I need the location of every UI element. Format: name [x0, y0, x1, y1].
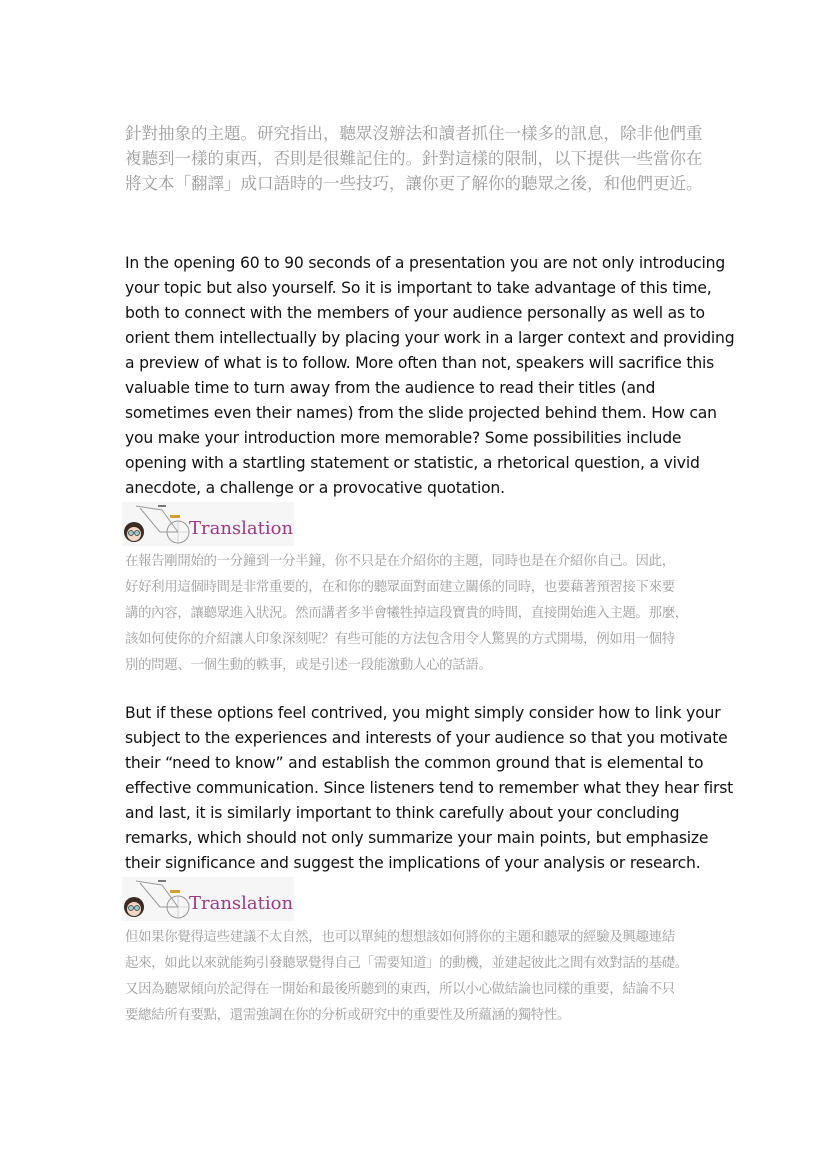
text-line: 複聽到一樣的東西，否則是很難記住的。針對這樣的限制，以下提供一些當你在 [125, 149, 703, 168]
english-paragraph-2 [125, 701, 734, 876]
text-line: 將文本「翻譯」成口語時的一些技巧，讓你更了解你的聽眾之後，和他們更近。 [125, 174, 703, 193]
text-line: sometimes even their names) from the slide projected behind them. How can [125, 404, 717, 422]
text-line: their “need to know” and establish the common ground that is elemental to [125, 754, 704, 772]
chinese-translation-1 [125, 549, 715, 679]
text-line: effective communication. Since listeners tend to remember what they hear first [125, 779, 734, 797]
english-paragraph-1 [125, 251, 735, 501]
text-line: orient them intellectually by placing your work in a larger context and providing [125, 329, 735, 347]
text-line: 針對抽象的主題。研究指出，聽眾沒辦法和讀者抓住一樣多的訊息，除非他們重 [125, 124, 703, 143]
text-line: your topic but also yourself. So it is important to take advantage of this time, [125, 279, 712, 297]
text-line: But if these options feel contrived, you might simply consider how to link your [125, 704, 721, 722]
text-line: remarks, which should not only summarize your main points, but emphasize [125, 829, 709, 847]
text-line: In the opening 60 to 90 seconds of a presentation you are not only introducing [125, 254, 726, 272]
chinese-translation-2 [125, 925, 715, 1029]
text-line: and last, it is similarly important to think carefully about your concluding [125, 804, 680, 822]
text-line: valuable time to turn away from the audience to read their titles (and [125, 379, 656, 397]
text-line: 別的問題、一個生動的軼事，或是引述一段能激動人心的話語。 [125, 658, 492, 673]
text-line: anecdote, a challenge or a provocative quotation. [125, 479, 505, 497]
text-line: their significance and suggest the implications of your analysis or research. [125, 854, 701, 872]
text-line: 在報告剛開始的一分鐘到一分半鐘，你不只是在介紹你的主題，同時也是在介紹你自己。因此， [125, 554, 675, 569]
text-line: 但如果你覺得這些建議不太自然，也可以單純的想想該如何將你的主題和聽眾的經驗及興趣連結 [125, 930, 675, 945]
text-line: a preview of what is to follow. More often than not, speakers will sacrifice this [125, 354, 715, 372]
text-line: opening with a startling statement or statistic, a rhetorical question, a vivid [125, 454, 700, 472]
text-line: 又因為聽眾傾向於記得在一開始和最後所聽到的東西，所以小心做結論也同樣的重要，結論不只 [125, 982, 675, 997]
translation-label: Translation [189, 893, 294, 914]
text-line: 該如何使你的介紹讓人印象深刻呢？有些可能的方法包含用令人驚異的方式開場，例如用一個特 [125, 632, 675, 647]
text-line: 講的內容，讓聽眾進入狀況。然而講者多半會犧牲掉這段寶貴的時間，直接開始進入主題。那麼， [125, 606, 688, 621]
translation-label: Translation [189, 518, 294, 539]
text-line: 好好利用這個時間是非常重要的，在和你的聽眾面對面建立關係的同時，也要藉著預習接下來要 [125, 580, 675, 595]
text-line: 要總結所有要點，還需強調在你的分析或研究中的重要性及所蘊涵的獨特性。 [125, 1008, 571, 1023]
intro-chinese-paragraph [125, 121, 715, 196]
text-line: 起來，如此以來就能夠引發聽眾覺得自己「需要知道」的動機，並建起彼此之間有效對話的基礎。 [125, 956, 688, 971]
translation-logo [122, 502, 294, 546]
text-line: both to connect with the members of your audience personally as well as to [125, 304, 705, 322]
bicycle-avatar-icon [122, 877, 192, 921]
translation-logo [122, 877, 294, 921]
text-line: you make your introduction more memorable? Some possibilities include [125, 429, 682, 447]
text-line: subject to the experiences and interests of your audience so that you motivate [125, 729, 728, 747]
bicycle-avatar-icon [122, 502, 192, 546]
